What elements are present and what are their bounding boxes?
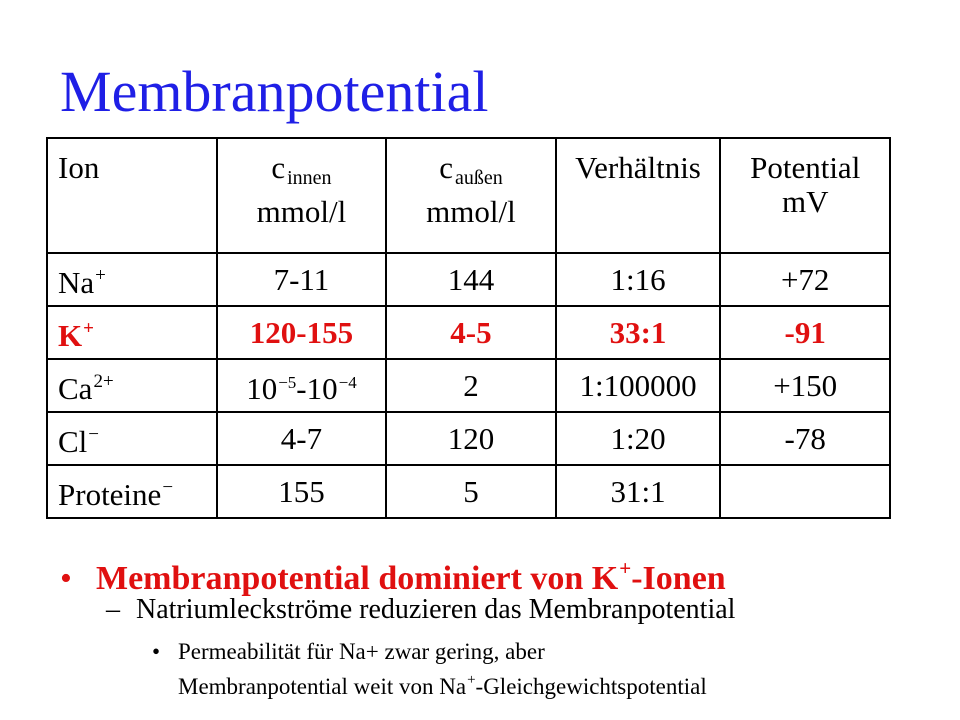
table-row-na bbox=[47, 253, 890, 306]
cell-ratio: 1:20 bbox=[556, 412, 721, 465]
header-potential-label: Potential bbox=[750, 150, 861, 185]
bullet-level3 bbox=[152, 638, 707, 701]
header-c-aussen-unit: mmol/l bbox=[426, 194, 516, 229]
table-row-ca bbox=[47, 359, 890, 412]
ion-symbol: Cl bbox=[58, 424, 88, 459]
cell-potential: +150 bbox=[720, 359, 890, 412]
cell-ratio: 1:16 bbox=[556, 253, 721, 306]
cell-ion bbox=[47, 359, 217, 412]
bullet-level1-text-b: -Ionen bbox=[631, 560, 726, 597]
cell-c-innen: 120-155 bbox=[217, 306, 387, 359]
ion-table bbox=[46, 137, 891, 519]
header-ion-label: Ion bbox=[58, 150, 100, 185]
header-c-aussen-sub: außen bbox=[454, 167, 503, 189]
bullet-level1-sup: + bbox=[619, 556, 632, 580]
header-ion bbox=[47, 138, 217, 253]
bullet-level3-line2-b: -Gleichgewichtspotential bbox=[475, 674, 707, 699]
cell-ion bbox=[47, 253, 217, 306]
table-row-cl bbox=[47, 412, 890, 465]
cell-c-aussen: 4-5 bbox=[386, 306, 555, 359]
ion-symbol: K bbox=[58, 318, 83, 353]
ion-symbol: Ca bbox=[58, 371, 93, 406]
bullet-level3-line2 bbox=[152, 666, 707, 701]
cell-potential: -91 bbox=[720, 306, 890, 359]
header-c-innen bbox=[217, 138, 387, 253]
cell-c-innen: 155 bbox=[217, 465, 387, 518]
ion-symbol: Na bbox=[58, 265, 95, 300]
bullet-level2-text: Natriumleckströme reduzieren das Membranpotential bbox=[136, 594, 736, 625]
table-row-k bbox=[47, 306, 890, 359]
ion-charge: 2+ bbox=[93, 371, 114, 392]
c-innen-exp-b: −4 bbox=[338, 372, 357, 392]
cell-ion bbox=[47, 306, 217, 359]
cell-potential: +72 bbox=[720, 253, 890, 306]
c-innen-base-a: 10 bbox=[246, 370, 278, 406]
header-c-innen-sub: innen bbox=[287, 167, 332, 189]
header-c-aussen-symbol: c bbox=[439, 150, 453, 185]
table-header-row bbox=[47, 138, 890, 253]
cell-c-aussen: 144 bbox=[386, 253, 555, 306]
cell-c-aussen: 120 bbox=[386, 412, 555, 465]
ion-symbol: Proteine bbox=[58, 477, 162, 512]
header-ratio bbox=[556, 138, 721, 253]
ion-charge: − bbox=[162, 477, 174, 498]
cell-ratio: 31:1 bbox=[556, 465, 721, 518]
table-row-proteine bbox=[47, 465, 890, 518]
cell-c-aussen: 2 bbox=[386, 359, 555, 412]
cell-c-aussen: 5 bbox=[386, 465, 555, 518]
bullet-level3-line2-a: Membranpotential weit von Na bbox=[178, 674, 467, 699]
bullet-dash-icon: – bbox=[106, 594, 120, 625]
header-c-innen-symbol: c bbox=[271, 150, 286, 185]
cell-ion bbox=[47, 412, 217, 465]
header-potential-unit: mV bbox=[781, 184, 829, 219]
header-c-innen-unit: mmol/l bbox=[256, 194, 347, 229]
bullet-dot-icon: • bbox=[152, 639, 161, 664]
bullet-level2 bbox=[106, 592, 735, 628]
bullet-level3-line1-text: Permeabilität für Na+ zwar gering, aber bbox=[178, 639, 545, 664]
cell-potential: -78 bbox=[720, 412, 890, 465]
bullet-level1-text-a: Membranpotential dominiert von K bbox=[96, 560, 619, 597]
c-innen-exp-a: −5 bbox=[278, 372, 297, 392]
bullet-level3-line1 bbox=[152, 638, 707, 666]
cell-ratio: 1:100000 bbox=[556, 359, 721, 412]
ion-charge: + bbox=[95, 265, 106, 286]
cell-c-innen: 4-7 bbox=[217, 412, 387, 465]
header-ratio-label: Verhältnis bbox=[575, 150, 701, 185]
cell-potential bbox=[720, 465, 890, 518]
ion-charge: − bbox=[88, 424, 100, 445]
cell-c-innen: 7-11 bbox=[217, 253, 387, 306]
bullet-dot-icon: • bbox=[60, 560, 72, 597]
ion-charge: + bbox=[83, 318, 94, 339]
header-potential bbox=[720, 138, 890, 253]
header-c-aussen bbox=[386, 138, 555, 253]
c-innen-base-b: -10 bbox=[296, 370, 338, 406]
bullet-level3-line2-sup: + bbox=[467, 672, 476, 688]
cell-c-innen bbox=[217, 359, 387, 412]
cell-ion bbox=[47, 465, 217, 518]
cell-ratio: 33:1 bbox=[556, 306, 721, 359]
slide-title: Membranpotential bbox=[60, 59, 489, 124]
